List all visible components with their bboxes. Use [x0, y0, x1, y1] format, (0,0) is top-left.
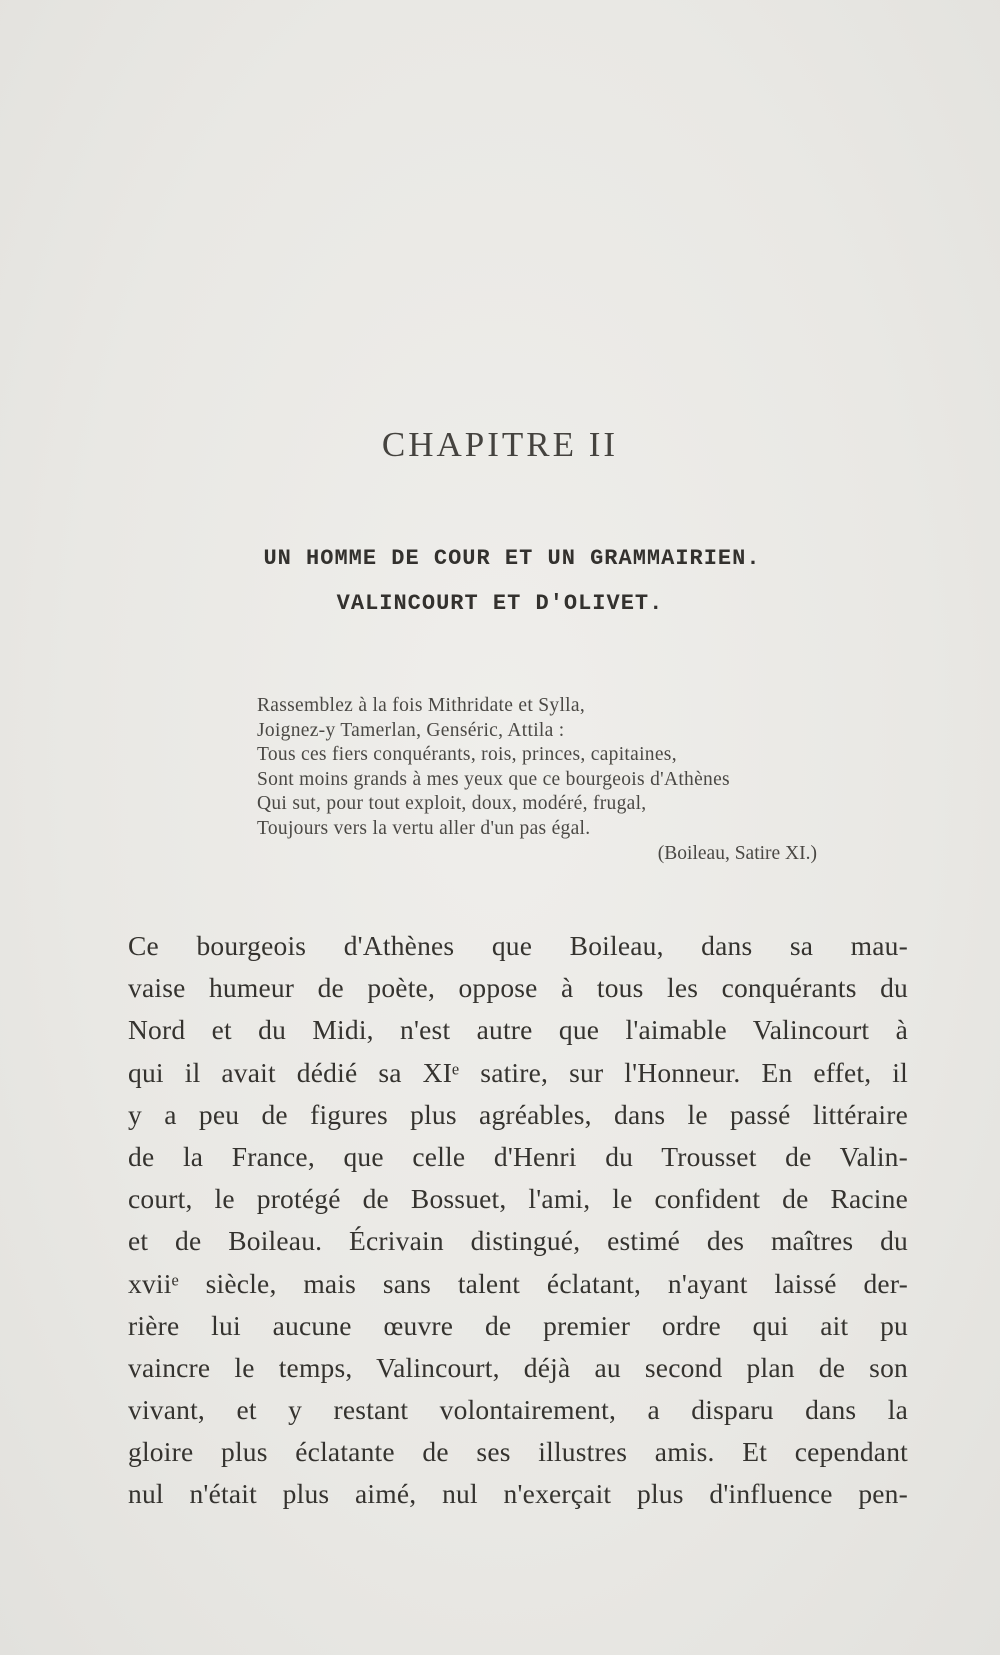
epigraph-verse: Toujours vers la vertu aller d'un pas égal. [257, 817, 591, 839]
chapter-title: CHAPITRE II [381, 425, 619, 464]
paragraph-line: y a peu de figures plus agréables, dans le passé littéraire [128, 1098, 908, 1130]
paragraph-line: gloire plus éclatante de ses illustres amis. Et cependant [128, 1436, 908, 1468]
paragraph-line: vaincre le temps, Valincourt, déjà au second plan de son [128, 1351, 908, 1383]
epigraph-verse: Qui sut, pour tout exploit, doux, modéré, frugal, [257, 793, 647, 815]
paragraph-line: court, le protégé de Bossuet, l'ami, le confident de Racine [128, 1183, 908, 1215]
paragraph-line: Ce bourgeois d'Athènes que Boileau, dans sa mau- [128, 930, 908, 961]
epigraph-verse: Sont moins grands à mes yeux que ce bourgeois d'Athènes [257, 768, 730, 790]
paragraph-line: vaise humeur de poète, oppose à tous les conquérants du [128, 972, 908, 1004]
epigraph-verse: Tous ces fiers conquérants, rois, princes, capitaines, [257, 744, 677, 766]
paragraph-line: qui il avait dédié sa XIᵉ satire, sur l'Honneur. En effet, il [128, 1056, 908, 1088]
chapter-subtitle-line-2: VALINCOURT ET D'OLIVET. [336, 591, 664, 616]
epigraph [257, 694, 917, 866]
epigraph-verse: Rassemblez à la fois Mithridate et Sylla, [257, 695, 586, 716]
paragraph-line: Nord et du Midi, n'est autre que l'aimable Valincourt à [128, 1014, 908, 1046]
paragraph-line: de la France, que celle d'Henri du Trousset de Valin- [128, 1140, 908, 1172]
epigraph-attribution: (Boileau, Satire XI.) [657, 842, 817, 864]
chapter-subtitle-line-1: UN HOMME DE COUR ET UN GRAMMAIRIEN. [263, 546, 761, 571]
paragraph-line: nul n'était plus aimé, nul n'exerçait plus d'influence pen- [128, 1478, 908, 1510]
paragraph-line: xviiᵉ siècle, mais sans talent éclatant, n'ayant laissé der- [128, 1267, 908, 1299]
epigraph-verse: Joignez-y Tamerlan, Genséric, Attila : [257, 719, 565, 741]
paragraph-line: rière lui aucune œuvre de premier ordre qui ait pu [128, 1309, 908, 1341]
body-paragraph [128, 925, 908, 1516]
paragraph-line: vivant, et y restant volontairement, a disparu dans la [128, 1394, 908, 1426]
paragraph-line: et de Boileau. Écrivain distingué, estimé des maîtres du [128, 1225, 908, 1257]
